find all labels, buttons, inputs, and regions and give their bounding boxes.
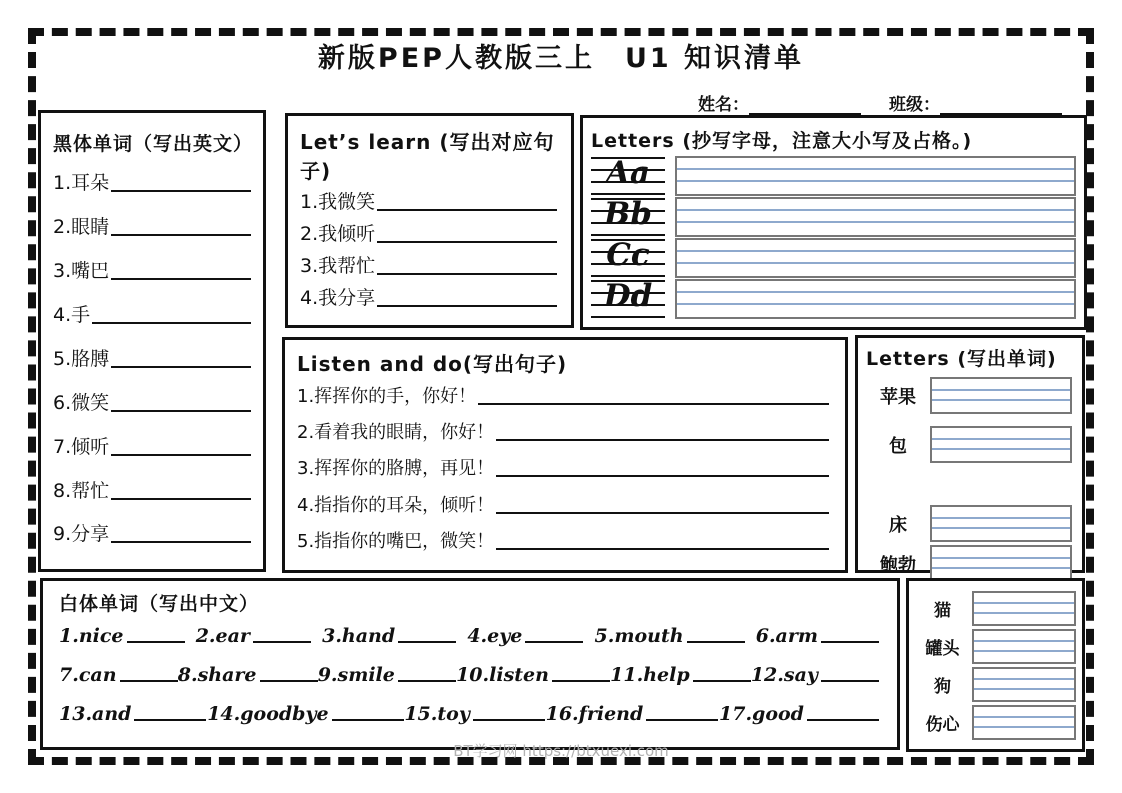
- letter-guide-Bb: [591, 195, 665, 236]
- letters-words-title: Letters (写出单词): [866, 348, 1057, 370]
- letter-write-area[interactable]: [675, 238, 1076, 278]
- letters-word-label: 包: [889, 435, 907, 457]
- letters-words-section: [855, 335, 1085, 576]
- white-word-blank[interactable]: [398, 641, 456, 643]
- letter-guide-Aa: [591, 154, 665, 195]
- white-word-item: [456, 664, 610, 686]
- bold-word-item: [53, 256, 253, 283]
- white-word-blank[interactable]: [821, 680, 879, 682]
- letters-copy-title: Letters (抄写字母，注意大小写及占格。): [591, 130, 973, 152]
- white-word-label: 10.listen: [456, 663, 549, 686]
- white-words-row: [59, 625, 879, 647]
- class-blank[interactable]: [940, 97, 1062, 115]
- lets-learn-item: [300, 219, 559, 246]
- picture-word-label: 伤心: [925, 714, 960, 735]
- letters-word-label: 床: [889, 514, 907, 536]
- listen-do-section: [282, 337, 848, 573]
- lets-learn-label: 3.我帮忙: [300, 255, 376, 278]
- picture-word-row: [913, 667, 1076, 702]
- bold-word-label: 4.手: [53, 304, 91, 327]
- bold-word-blank[interactable]: [111, 410, 251, 412]
- lets-learn-label: 2.我倾听: [300, 222, 376, 245]
- white-word-blank[interactable]: [687, 641, 745, 643]
- name-label: 姓名：: [698, 95, 749, 115]
- bold-words-title: 黑体单词（写出英文）: [53, 133, 254, 155]
- picture-word-row: [913, 629, 1076, 664]
- bold-word-label: 8.帮忙: [53, 479, 110, 502]
- white-word-label: 3.hand: [322, 624, 396, 647]
- letter-write-area[interactable]: [675, 279, 1076, 319]
- bold-word-blank[interactable]: [111, 190, 251, 192]
- word-write-area[interactable]: [972, 629, 1076, 664]
- white-word-item: [59, 625, 185, 647]
- bold-word-item: [53, 388, 253, 415]
- lets-learn-blank[interactable]: [377, 209, 557, 211]
- word-write-area[interactable]: [972, 591, 1076, 626]
- word-write-area[interactable]: [930, 426, 1072, 463]
- white-word-label: 2.ear: [195, 624, 250, 647]
- picture-word-label: 猫: [934, 600, 951, 621]
- white-word-label: 6.arm: [755, 624, 818, 647]
- lets-learn-item: [300, 251, 559, 278]
- white-word-blank[interactable]: [473, 719, 545, 721]
- picture-words-section: [906, 578, 1085, 752]
- white-word-label: 17.good: [719, 702, 804, 725]
- bold-word-blank[interactable]: [111, 454, 251, 456]
- bold-word-blank[interactable]: [111, 541, 251, 543]
- white-word-label: 4.eye: [467, 624, 523, 647]
- white-word-label: 12.say: [750, 663, 818, 686]
- white-word-item: [546, 703, 719, 725]
- lets-learn-title: Let’s learn (写出对应句子): [300, 130, 555, 183]
- letters-word-label: 鲍勃: [880, 554, 916, 576]
- bold-words-section: [38, 110, 266, 572]
- white-word-label: 15.toy: [404, 702, 470, 725]
- white-word-item: [178, 664, 318, 686]
- name-class-line: [698, 90, 1090, 115]
- bold-word-blank[interactable]: [111, 498, 251, 500]
- listen-do-blank[interactable]: [496, 439, 829, 441]
- letter-copy-row: [591, 156, 1076, 196]
- listen-do-item: [297, 491, 831, 517]
- white-word-blank[interactable]: [120, 680, 178, 682]
- letter-copy-row: [591, 197, 1076, 237]
- white-word-blank[interactable]: [134, 719, 206, 721]
- bold-word-label: 9.分享: [53, 523, 110, 546]
- page-title: 新版PEP人教版三上 U1 知识清单: [317, 43, 805, 74]
- white-word-label: 8.share: [177, 663, 257, 686]
- white-words-title: 白体单词（写出中文）: [59, 593, 260, 615]
- white-word-blank[interactable]: [127, 641, 185, 643]
- white-word-label: 11.help: [610, 663, 690, 686]
- letter-guide-Cc: [591, 236, 665, 277]
- white-word-blank[interactable]: [398, 680, 456, 682]
- bold-word-label: 2.眼睛: [53, 216, 110, 239]
- letter-label: Aa: [605, 154, 651, 191]
- white-word-blank[interactable]: [253, 641, 311, 643]
- white-word-label: 16.friend: [545, 702, 644, 725]
- white-word-item: [322, 625, 456, 647]
- letter-guide-Dd: [591, 277, 665, 318]
- listen-do-label: 4.指指你的耳朵，倾听！: [297, 494, 495, 516]
- white-word-blank[interactable]: [260, 680, 318, 682]
- white-word-label: 13.and: [59, 702, 132, 725]
- bold-word-item: [53, 212, 253, 239]
- white-words-row: [59, 664, 879, 686]
- letters-word-row: [866, 505, 1074, 542]
- letter-copy-row: [591, 279, 1076, 319]
- white-words-section: [40, 578, 900, 750]
- listen-do-title: Listen and do(写出句子): [297, 352, 568, 376]
- letter-label: Bb: [604, 195, 652, 232]
- lets-learn-section: [285, 113, 574, 328]
- listen-do-blank[interactable]: [496, 548, 829, 550]
- white-word-label: 14.goodbye: [207, 702, 329, 725]
- white-word-label: 9.smile: [317, 663, 395, 686]
- listen-do-label: 1.挥挥你的手，你好！: [297, 386, 477, 408]
- listen-do-item: [297, 382, 831, 408]
- white-word-label: 7.can: [59, 663, 117, 686]
- letter-label: Cc: [606, 236, 650, 273]
- letters-word-row: [866, 377, 1074, 414]
- letters-copy-section: [580, 115, 1087, 330]
- lets-learn-blank[interactable]: [377, 241, 557, 243]
- picture-word-row: [913, 591, 1076, 626]
- word-write-area[interactable]: [930, 545, 1072, 582]
- white-words-row: [59, 703, 879, 725]
- lets-learn-label: 4.我分享: [300, 287, 376, 310]
- white-word-blank[interactable]: [693, 680, 751, 682]
- watermark: BT学习网 https://btxuexi.com: [453, 742, 669, 760]
- listen-do-label: 2.看着我的眼睛，你好！: [297, 422, 495, 444]
- bold-word-blank[interactable]: [111, 278, 251, 280]
- white-word-item: [59, 703, 206, 725]
- listen-do-blank[interactable]: [496, 475, 829, 477]
- bold-word-item: [53, 476, 253, 503]
- white-word-blank[interactable]: [332, 719, 404, 721]
- white-word-item: [719, 703, 879, 725]
- word-write-area[interactable]: [972, 667, 1076, 702]
- white-word-item: [318, 664, 456, 686]
- class-label: 班级：: [889, 95, 940, 115]
- white-word-item: [59, 664, 178, 686]
- white-word-item: [756, 625, 879, 647]
- listen-do-label: 3.挥挥你的胳膊，再见！: [297, 458, 495, 480]
- white-word-item: [467, 625, 583, 647]
- bold-word-blank[interactable]: [92, 322, 251, 324]
- bold-word-item: [53, 344, 253, 371]
- name-blank[interactable]: [749, 97, 861, 115]
- letters-word-row: [866, 426, 1074, 463]
- word-write-area[interactable]: [972, 705, 1076, 740]
- letters-word-label: 苹果: [880, 386, 916, 408]
- white-word-item: [196, 625, 311, 647]
- white-word-blank[interactable]: [646, 719, 718, 721]
- lets-learn-label: 1.我微笑: [300, 190, 376, 213]
- letter-label: Dd: [603, 277, 653, 314]
- lets-learn-blank[interactable]: [377, 273, 557, 275]
- picture-word-row: [913, 705, 1076, 740]
- bold-word-label: 3.嘴巴: [53, 260, 110, 283]
- white-word-label: 1.nice: [59, 624, 124, 647]
- bold-word-item: [53, 432, 253, 459]
- lets-learn-blank[interactable]: [377, 305, 557, 307]
- listen-do-item: [297, 418, 831, 444]
- bold-word-item: [53, 168, 253, 195]
- white-word-blank[interactable]: [821, 641, 879, 643]
- letters-word-row: [866, 545, 1074, 582]
- bold-word-label: 7.倾听: [53, 435, 110, 458]
- white-word-blank[interactable]: [525, 641, 583, 643]
- listen-do-blank[interactable]: [496, 512, 829, 514]
- white-word-blank[interactable]: [807, 719, 879, 721]
- white-word-item: [595, 625, 745, 647]
- white-word-item: [751, 664, 879, 686]
- white-word-label: 5.mouth: [594, 624, 684, 647]
- letter-copy-row: [591, 238, 1076, 278]
- bold-word-blank[interactable]: [111, 234, 251, 236]
- letter-write-area[interactable]: [675, 156, 1076, 196]
- listen-do-label: 5.指指你的嘴巴，微笑！: [297, 530, 495, 552]
- bold-word-label: 6.微笑: [53, 391, 110, 414]
- bold-word-label: 1.耳朵: [53, 172, 110, 195]
- white-word-item: [610, 664, 750, 686]
- letter-write-area[interactable]: [675, 197, 1076, 237]
- bold-word-item: [53, 300, 253, 327]
- bold-word-label: 5.胳膊: [53, 347, 110, 370]
- picture-word-label: 狗: [934, 676, 951, 697]
- lets-learn-item: [300, 187, 559, 214]
- lets-learn-item: [300, 283, 559, 310]
- bold-word-item: [53, 519, 253, 546]
- word-write-area[interactable]: [930, 377, 1072, 414]
- listen-do-blank[interactable]: [478, 403, 829, 405]
- white-word-blank[interactable]: [552, 680, 610, 682]
- white-word-item: [404, 703, 545, 725]
- picture-word-label: 罐头: [925, 638, 960, 659]
- listen-do-item: [297, 527, 831, 553]
- word-write-area[interactable]: [930, 505, 1072, 542]
- listen-do-item: [297, 454, 831, 480]
- white-word-item: [207, 703, 403, 725]
- bold-word-blank[interactable]: [111, 366, 251, 368]
